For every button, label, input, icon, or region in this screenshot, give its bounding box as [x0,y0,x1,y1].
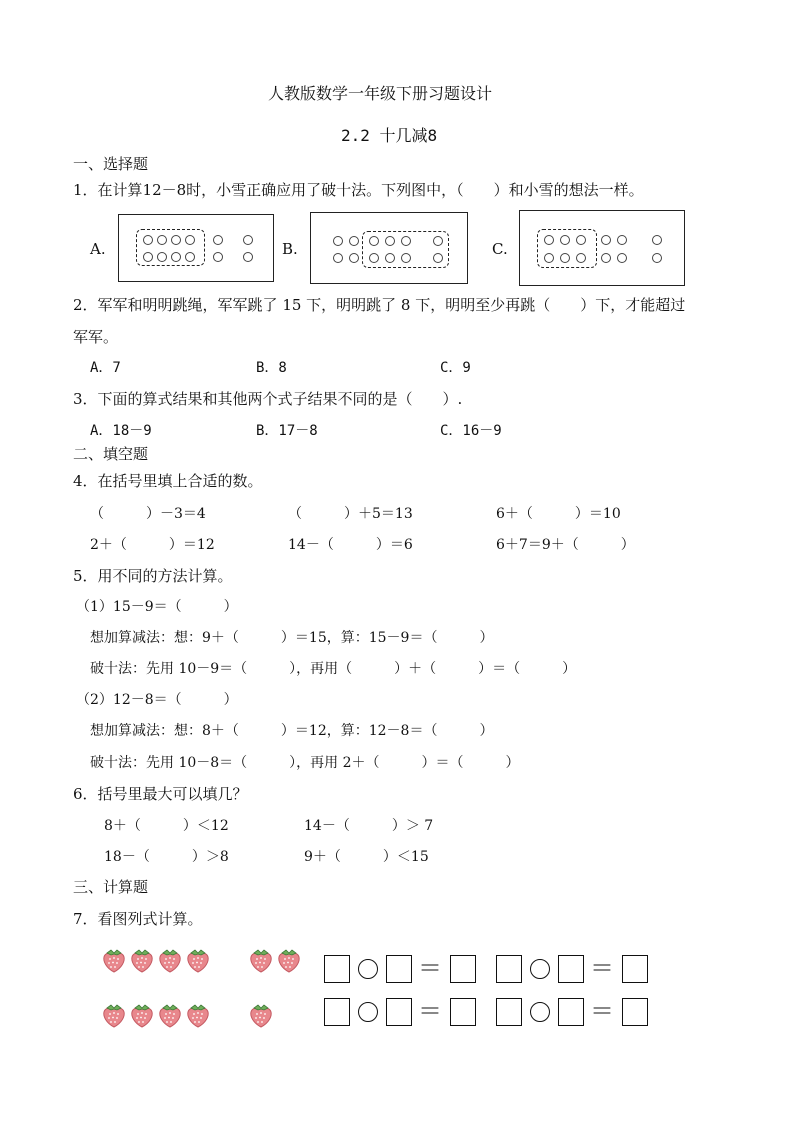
section-heading-calc: 三、计算题 [73,878,149,896]
strawberry-icon [248,946,274,974]
question-5-part-2: （2）12－8＝（ ） [76,692,238,708]
operator-circle[interactable] [530,1002,550,1022]
question-5-part-1: （1）15－9＝（ ） [76,599,238,615]
answer-box[interactable] [450,955,476,983]
operator-circle[interactable] [358,959,378,979]
answer-box[interactable] [450,998,476,1026]
answer-box[interactable] [558,998,584,1026]
inequality-item: 9＋（ ）＜15 [304,849,429,865]
operator-circle[interactable] [358,1002,378,1022]
question-6-stem: 6．括号里最大可以填几？ [73,785,248,803]
equals-sign: ＝ [418,997,442,1025]
strawberry-icon [185,946,211,974]
inequality-item: 18－（ ）＞8 [104,849,229,865]
fill-item: （ ）＋5＝13 [288,506,413,522]
option-b-label: B. [282,240,298,258]
section-heading-fill: 二、填空题 [73,445,149,463]
inequality-item: 14－（ ）＞ 7 [304,818,434,834]
question-2-option-c: C．9 [440,360,471,376]
question-3-option-c: C．16－9 [440,423,502,439]
strawberry-icon [157,946,183,974]
equals-sign: ＝ [590,954,614,982]
option-c-label: C. [492,240,508,258]
question-1-stem: 1．在计算12－8时，小雪正确应用了破十法。下列图中，（ ）和小雪的想法一样。 [73,181,644,199]
strawberry-icon [129,946,155,974]
equals-sign: ＝ [418,954,442,982]
fill-item: （ ）－3＝4 [90,506,206,522]
strawberry-icon [276,946,302,974]
fill-item: 6＋（ ）＝10 [496,506,621,522]
figure-c [519,210,685,286]
strawberry-icon [101,1001,127,1029]
answer-box[interactable] [622,998,648,1026]
question-2-stem-line1: 2．军军和明明跳绳，军军跳了 15 下，明明跳了 8 下，明明至少再跳（ ）下，才能超过 [73,296,686,314]
strawberry-icon [248,1001,274,1029]
fill-item: 6＋7＝9＋（ ） [496,537,635,553]
question-7-stem: 7．看图列式计算。 [73,910,203,928]
answer-box[interactable] [386,955,412,983]
strawberry-icon [101,946,127,974]
section-heading-choice: 一、选择题 [73,155,149,173]
question-2-stem-line2: 军军。 [73,328,119,346]
question-2-option-a: A．7 [90,360,121,376]
question-5-part-2-method-b: 破十法：先用 10－8＝（ ），再用 2＋（ ）＝（ ） [90,755,520,771]
question-3-option-a: A．18－9 [90,423,152,439]
page-title: 人教版数学一年级下册习题设计 [268,84,493,103]
equals-sign: ＝ [590,997,614,1025]
strawberry-icon [185,1001,211,1029]
answer-box[interactable] [386,998,412,1026]
figure-a [118,214,274,282]
answer-box[interactable] [496,998,522,1026]
question-4-stem: 4．在括号里填上合适的数。 [73,472,263,490]
answer-box[interactable] [496,955,522,983]
answer-box[interactable] [324,998,350,1026]
question-5-part-1-method-b: 破十法：先用 10－9＝（ ），再用（ ）＋（ ）＝（ ） [90,661,577,677]
answer-box[interactable] [622,955,648,983]
answer-box[interactable] [324,955,350,983]
page-subtitle: 2.2 十几减8 [341,126,438,145]
question-3-option-b: B．17－8 [256,423,318,439]
inequality-item: 8＋（ ）＜12 [104,818,229,834]
question-5-part-2-method-a: 想加算减法：想：8＋（ ）＝12，算：12－8＝（ ） [90,723,494,739]
figure-b [310,212,468,284]
strawberry-icon [129,1001,155,1029]
fill-item: 2＋（ ）＝12 [90,537,215,553]
operator-circle[interactable] [530,959,550,979]
question-2-option-b: B．8 [256,360,287,376]
option-a-label: A. [90,240,106,258]
answer-box[interactable] [558,955,584,983]
question-3-stem: 3．下面的算式结果和其他两个式子结果不同的是（ ）. [73,390,463,408]
question-5-part-1-method-a: 想加算减法：想：9＋（ ）＝15，算：15－9＝（ ） [90,630,494,646]
strawberry-icon [157,1001,183,1029]
question-5-stem: 5．用不同的方法计算。 [73,567,233,585]
fill-item: 14－（ ）＝6 [288,537,413,553]
